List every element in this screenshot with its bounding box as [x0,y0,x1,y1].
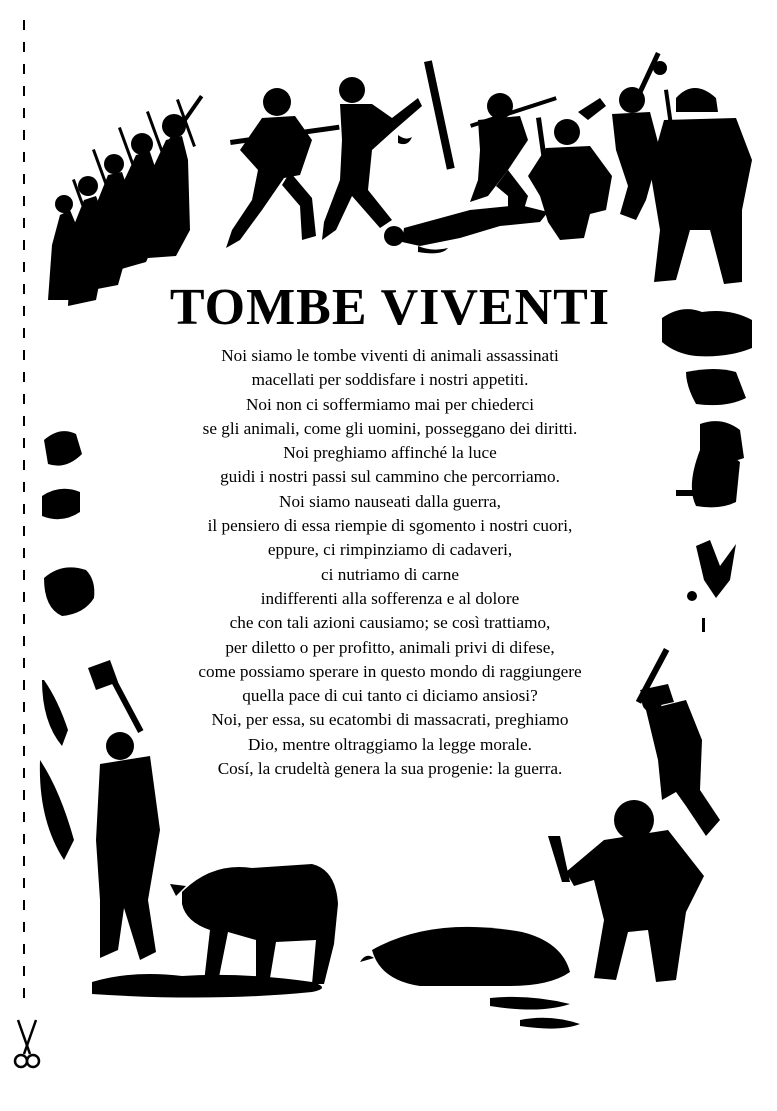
poem-line: Noi non ci soffermiamo mai per chiederci [246,394,534,414]
poem-line: se gli animali, come gli uomini, posseggano dei diritti. [202,418,578,438]
knife-butcher-silhouette [548,800,704,982]
poem-body [150,344,630,781]
right-border-silhouettes [662,309,752,632]
fallen-soldier-silhouette [384,205,548,253]
pig-silhouette [360,927,570,986]
poem-line: macellati per soddisfare i nostri appetiti. [251,370,529,390]
poem-line: indifferenti alla sofferenza e al dolore [260,588,520,608]
poem-line: per diletto o per profitto, animali privi di difese, [225,637,555,657]
poem-line: Noi, per essa, su ecatombi di massacrati, preghiamo [211,710,569,730]
scissors-icon [12,1018,42,1070]
poem-line: Cosí, la crudeltà genera la sua progenie: la guerra. [217,759,563,779]
poem-line: Noi preghiamo affinché la luce [283,443,497,463]
ox-silhouette [170,864,338,990]
marching-soldiers-silhouette [48,95,203,306]
left-border-animals [40,431,94,860]
poem-line: ci nutriamo di carne [321,564,459,584]
poem-line: Noi siamo nauseati dalla guerra, [279,491,501,511]
poem-line: eppure, ci rimpinziamo di cadaveri, [267,540,513,560]
poem-line: il pensiero di essa riempie di sgomento i nostri cuori, [207,516,573,536]
poem-line: guidi i nostri passi sul cammino che percorriamo. [220,467,560,487]
poem-line: quella pace di cui tanto ci diciamo ansiosi? [242,686,538,706]
poem-line: Dio, mentre oltraggiamo la legge morale. [248,734,532,754]
falling-soldier-silhouette [322,60,455,240]
helmet-soldier-silhouette [650,88,752,284]
poem-line: Noi siamo le tombe viventi di animali assassinati [221,346,559,365]
charging-soldier-silhouette [226,88,340,248]
poem-line: che con tali azioni causiamo; se così trattiamo, [229,613,551,633]
poem-title: TOMBE VIVENTI [169,279,611,336]
poem-line: come possiamo sperare in questo mondo di raggiungere [198,661,582,681]
